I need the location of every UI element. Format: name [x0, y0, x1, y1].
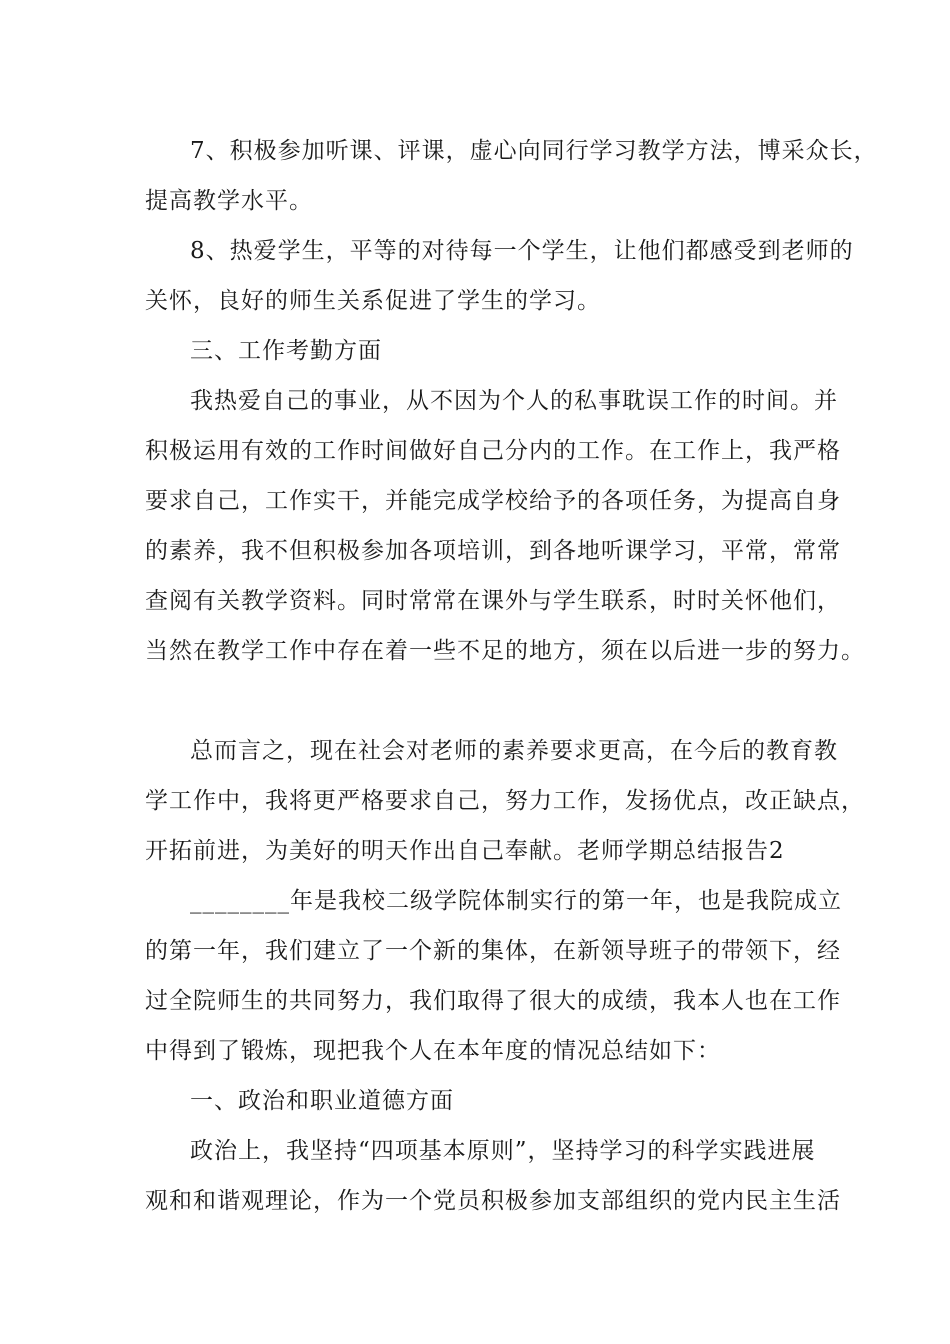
text-line: 查阅有关教学资料。同时常常在课外与学生联系，时时关怀他们， — [145, 588, 841, 614]
section-heading: 三、工作考勤方面 — [190, 338, 382, 364]
text-line: 观和和谐观理论，作为一个党员积极参加支部组织的党内民主生活 — [145, 1188, 841, 1214]
text-line: 提高教学水平。 — [145, 188, 313, 214]
text-line: ________年是我校二级学院体制实行的第一年，也是我院成立 — [190, 888, 842, 914]
text-line: 我热爱自己的事业，从不因为个人的私事耽误工作的时间。并 — [190, 388, 838, 414]
text-line: 8、热爱学生，平等的对待每一个学生，让他们都感受到老师的 — [190, 238, 854, 264]
text-line: 过全院师生的共同努力，我们取得了很大的成绩，我本人也在工作 — [145, 988, 841, 1014]
text-line: 开拓前进，为美好的明天作出自己奉献。老师学期总结报告2 — [145, 838, 785, 864]
text-line: 政治上，我坚持“四项基本原则”，坚持学习的科学实践进展 — [190, 1138, 816, 1164]
text-line: 当然在教学工作中存在着一些不足的地方，须在以后进一步的努力。 — [145, 638, 865, 664]
section-heading: 一、政治和职业道德方面 — [190, 1088, 454, 1114]
text-line: 要求自己，工作实干，并能完成学校给予的各项任务，为提高自身 — [145, 488, 841, 514]
text-line: 总而言之，现在社会对老师的素养要求更高，在今后的教育教 — [190, 738, 838, 764]
text-line: 学工作中，我将更严格要求自己，努力工作，发扬优点，改正缺点， — [145, 788, 865, 814]
text-line: 的素养，我不但积极参加各项培训，到各地听课学习，平常，常常 — [145, 538, 841, 564]
text-line: 7、积极参加听课、评课，虚心向同行学习教学方法，博采众长， — [190, 138, 878, 164]
text-line: 中得到了锻炼，现把我个人在本年度的情况总结如下： — [145, 1038, 721, 1064]
text-line: 积极运用有效的工作时间做好自己分内的工作。在工作上，我严格 — [145, 438, 841, 464]
text-line: 关怀，良好的师生关系促进了学生的学习。 — [145, 288, 601, 314]
text-line: 的第一年，我们建立了一个新的集体，在新领导班子的带领下，经 — [145, 938, 841, 964]
